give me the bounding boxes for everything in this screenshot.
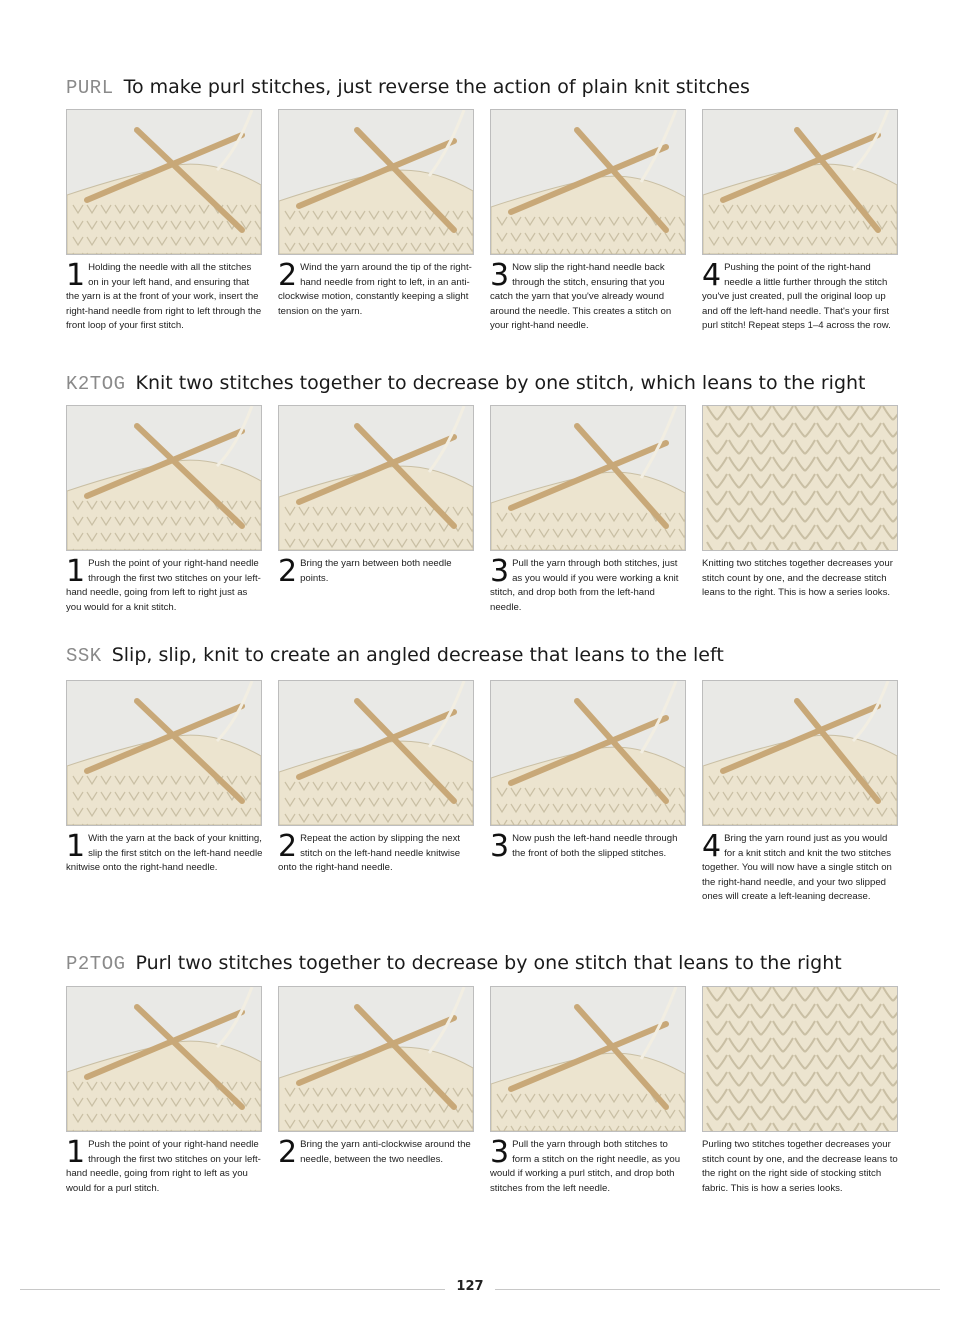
needles-photo bbox=[491, 987, 685, 1131]
step-number: 2 bbox=[278, 554, 298, 589]
section-heading bbox=[66, 952, 842, 975]
step-photo bbox=[66, 405, 262, 551]
step-text: Pushing the point of the right-hand needle a little further through the stitch you've just created, pull the original loop up and off the left-hand needle. That's your first purl stitch! Repeat steps 1–4 across the row. bbox=[702, 262, 891, 332]
step-caption bbox=[702, 829, 900, 905]
step-text: Pull the yarn through both stitches, just as you would if you were working a knit stitch, and drop both from the left-hand needle. bbox=[490, 558, 679, 613]
step-photo bbox=[278, 986, 474, 1132]
needles-photo bbox=[67, 110, 261, 254]
step-photo bbox=[66, 986, 262, 1132]
needles-photo bbox=[279, 987, 473, 1131]
step-text: Pull the yarn through both stitches to form a stitch on the right needle, as you would if working a purl stitch, and drop both stitches from the left needle. bbox=[490, 1139, 681, 1194]
section-abbreviation: SSK bbox=[66, 645, 102, 667]
step-text: Bring the yarn anti-clockwise around the needle, between the two needles. bbox=[300, 1139, 471, 1165]
step-text: Now push the left-hand needle through the front of both the slipped stitches. bbox=[512, 833, 678, 859]
fabric-closeup bbox=[703, 406, 897, 550]
step-number: 1 bbox=[66, 554, 86, 589]
step-caption bbox=[278, 1135, 476, 1170]
step-caption bbox=[702, 258, 900, 334]
needles-photo bbox=[67, 681, 261, 825]
needles-photo bbox=[67, 987, 261, 1131]
step-number: 3 bbox=[490, 1135, 510, 1170]
step-caption bbox=[278, 829, 476, 876]
step-photo bbox=[278, 109, 474, 255]
step-caption bbox=[490, 554, 688, 615]
step-number: 4 bbox=[702, 829, 722, 864]
step-caption bbox=[66, 554, 264, 615]
step-grid bbox=[66, 680, 898, 940]
step-text: Push the point of your right-hand needle through the first two stitches on your left-hand needle, going from left to right just as you would for a knit stitch. bbox=[66, 558, 261, 613]
step-number: 2 bbox=[278, 258, 298, 293]
section-abbreviation: K2TOG bbox=[66, 373, 126, 395]
step-caption bbox=[66, 1135, 264, 1196]
step-number: 1 bbox=[66, 829, 86, 864]
step-photo bbox=[278, 405, 474, 551]
step-number: 2 bbox=[278, 829, 298, 864]
step-number: 2 bbox=[278, 1135, 298, 1170]
step-photo bbox=[702, 986, 898, 1132]
step-number: 3 bbox=[490, 258, 510, 293]
step-text: With the yarn at the back of your knitting, slip the first stitch on the left-hand needle knitwise onto the right-hand needle. bbox=[66, 833, 263, 874]
step-caption bbox=[66, 829, 264, 876]
needles-photo bbox=[279, 110, 473, 254]
section-abbreviation: P2TOG bbox=[66, 953, 126, 975]
step-photo bbox=[66, 680, 262, 826]
step-number: 4 bbox=[702, 258, 722, 293]
step-text: Purling two stitches together decreases your stitch count by one, and the decrease leans to the right on the right side of stocking stitch fabric. This is how a series looks. bbox=[702, 1139, 898, 1194]
section-title: To make purl stitches, just reverse the action of plain knit stitches bbox=[123, 76, 750, 98]
step-text: Push the point of your right-hand needle through the first two stitches on your left-hand needle, going from right to left as you would for a purl stitch. bbox=[66, 1139, 261, 1194]
step-number: 3 bbox=[490, 829, 510, 864]
step-photo bbox=[490, 109, 686, 255]
step-photo bbox=[490, 986, 686, 1132]
step-text: Repeat the action by slipping the next stitch on the left-hand needle knitwise onto the right-hand needle. bbox=[278, 833, 461, 874]
step-number: 3 bbox=[490, 554, 510, 589]
step-grid bbox=[66, 405, 898, 665]
step-caption bbox=[702, 557, 900, 601]
needles-photo bbox=[491, 681, 685, 825]
step-caption bbox=[702, 1138, 900, 1196]
section-title: Slip, slip, knit to create an angled decrease that leans to the left bbox=[111, 644, 724, 666]
page-number: 127 bbox=[456, 1279, 484, 1294]
step-caption bbox=[490, 258, 688, 334]
needles-photo bbox=[279, 406, 473, 550]
section-title: Purl two stitches together to decrease by one stitch that leans to the right bbox=[135, 952, 842, 974]
fabric-closeup bbox=[703, 987, 897, 1131]
step-caption bbox=[490, 829, 688, 864]
section-title: Knit two stitches together to decrease by one stitch, which leans to the right bbox=[135, 372, 866, 394]
needles-photo bbox=[491, 110, 685, 254]
step-photo bbox=[490, 405, 686, 551]
step-grid bbox=[66, 109, 898, 369]
needles-photo bbox=[279, 681, 473, 825]
step-caption bbox=[66, 258, 264, 334]
step-text: Knitting two stitches together decreases your stitch count by one, and the decrease stitch leans to the right. This is how a series looks. bbox=[702, 558, 893, 599]
section-abbreviation: PURL bbox=[66, 77, 114, 99]
step-number: 1 bbox=[66, 258, 86, 293]
section-heading bbox=[66, 76, 750, 99]
section-heading bbox=[66, 372, 866, 395]
step-photo bbox=[490, 680, 686, 826]
needles-photo bbox=[67, 406, 261, 550]
step-caption bbox=[278, 554, 476, 589]
step-text: Bring the yarn between both needle points. bbox=[300, 558, 452, 584]
step-caption bbox=[278, 258, 476, 319]
step-photo bbox=[702, 109, 898, 255]
step-photo bbox=[66, 109, 262, 255]
step-grid bbox=[66, 986, 898, 1246]
needles-photo bbox=[703, 681, 897, 825]
step-text: Now slip the right-hand needle back through the stitch, ensuring that you catch the yarn that you've already wound around the needle. This creates a stitch on your right-hand needle. bbox=[490, 262, 672, 332]
step-photo bbox=[702, 405, 898, 551]
step-photo bbox=[702, 680, 898, 826]
step-number: 1 bbox=[66, 1135, 86, 1170]
step-text: Holding the needle with all the stitches on in your left hand, and ensuring that the yarn is at the front of your work, insert the right-hand needle from right to left through the front loop of your first stitch. bbox=[66, 262, 262, 332]
footer-rule-right bbox=[495, 1289, 940, 1290]
step-photo bbox=[278, 680, 474, 826]
footer-rule-left bbox=[20, 1289, 445, 1290]
step-caption bbox=[490, 1135, 688, 1196]
step-text: Wind the yarn around the tip of the right-hand needle from right to left, in an anti-clockwise motion, constantly keeping a slight tension on the yarn. bbox=[278, 262, 472, 317]
needles-photo bbox=[703, 110, 897, 254]
step-text: Bring the yarn round just as you would for a knit stitch and knit the two stitches together. You will now have a single stitch on the right-hand needle, and your two slipped ones will create a left-leaning decrease. bbox=[702, 833, 892, 903]
needles-photo bbox=[491, 406, 685, 550]
